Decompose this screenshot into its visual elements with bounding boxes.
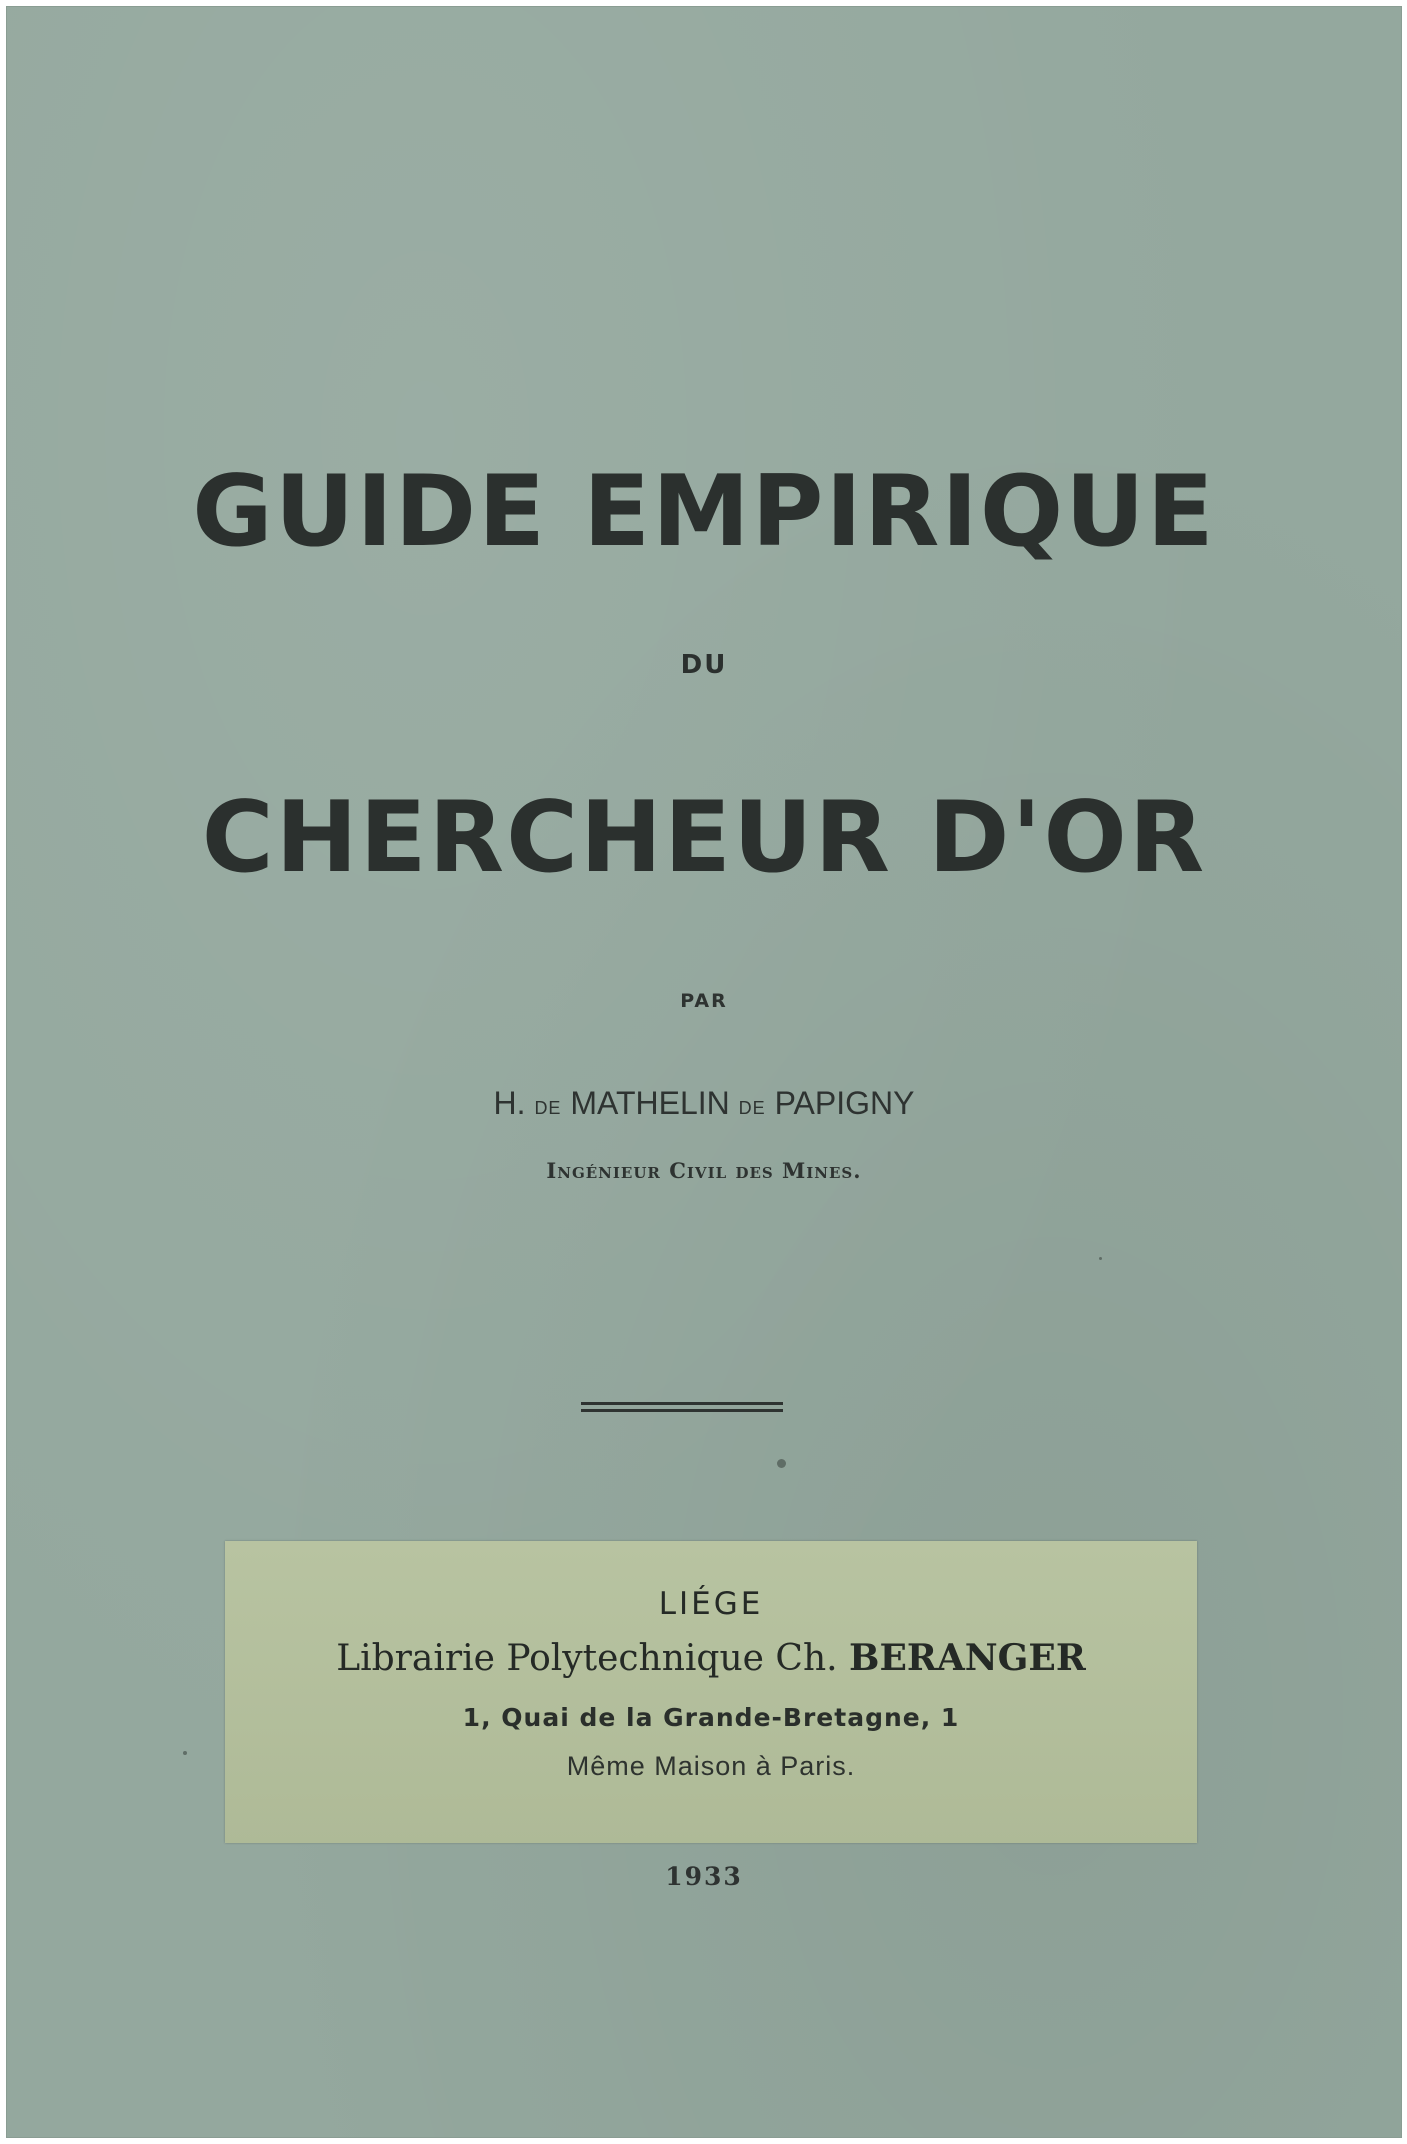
- author-surname-1: MATHELIN: [570, 1085, 730, 1121]
- author-particle-2: DE: [738, 1098, 766, 1118]
- publication-year: 1933: [665, 1862, 743, 1891]
- publisher-shop-prefix: Librairie Polytechnique Ch.: [336, 1638, 838, 1679]
- title-line-1: GUIDE EMPIRIQUE: [192, 455, 1216, 569]
- author-surname-2: PAPIGNY: [774, 1085, 915, 1121]
- ink-speck: [777, 1459, 786, 1468]
- ink-speck: [183, 1751, 187, 1755]
- by-line: PAR: [680, 990, 728, 1012]
- publisher-branch: Même Maison à Paris.: [566, 1751, 856, 1781]
- publisher-shop: [225, 1637, 1197, 1679]
- double-rule-divider: [581, 1402, 783, 1412]
- ink-speck: [1099, 1257, 1102, 1260]
- title-connector: DU: [680, 650, 728, 680]
- publisher-shop-name: BERANGER: [849, 1637, 1086, 1679]
- author-name: [7, 1085, 1401, 1122]
- title-line-2: CHERCHEUR D'OR: [201, 781, 1207, 895]
- author-initial: H.: [493, 1085, 526, 1121]
- publisher-city: LIÉGE: [658, 1586, 764, 1622]
- author-profession: Ingénieur Civil des Mines.: [546, 1158, 862, 1183]
- author-particle-1: DE: [534, 1098, 562, 1118]
- book-cover: [6, 6, 1402, 2138]
- publisher-address: 1, Quai de la Grande-Bretagne, 1: [462, 1703, 960, 1732]
- publisher-label: [225, 1541, 1197, 1843]
